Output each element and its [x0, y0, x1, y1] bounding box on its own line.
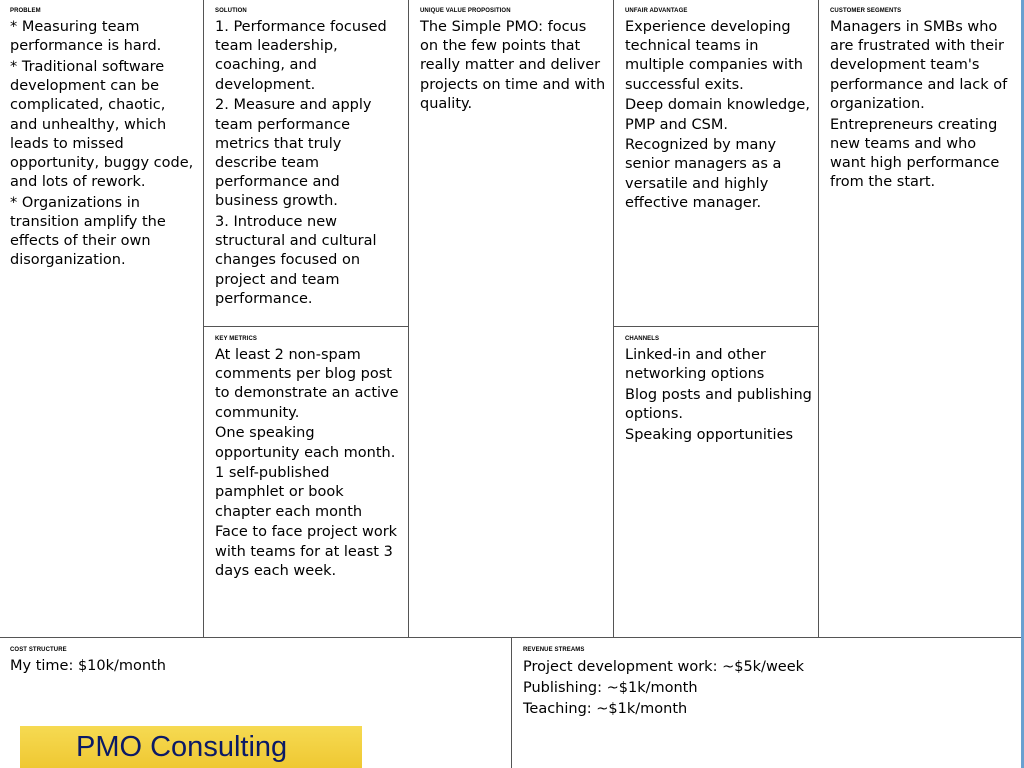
- channels-text: Blog posts and publishing options.: [625, 386, 812, 423]
- divider-solution-uvp: [408, 0, 409, 637]
- unfair-advantage-body: [625, 18, 812, 213]
- revenue-streams-body: [523, 657, 1015, 720]
- unfair-advantage-text: Deep domain knowledge, PMP and CSM.: [625, 97, 810, 133]
- key-metrics-text: 1 self-published pamphlet or book chapter each month: [215, 465, 363, 520]
- customer-segments-body: [830, 18, 1015, 192]
- divider-solution-metrics: [203, 326, 409, 327]
- key-metrics-body: [215, 346, 402, 581]
- divider-problem-solution: [203, 0, 204, 637]
- channels-text: Linked-in and other networking options: [625, 347, 766, 383]
- solution-text: 1. Performance focused team leadership, coaching, and development.: [215, 19, 387, 93]
- uvp-text: The Simple PMO: focus on the few points that really matter and deliver projects on time and with quality.: [420, 19, 606, 112]
- channels-heading: CHANNELS: [625, 336, 660, 342]
- customer-segments-text: Managers in SMBs who are frustrated with their development team's performance and lack of organization.: [830, 19, 1008, 112]
- solution-body: [215, 18, 402, 309]
- solution-heading: SOLUTION: [215, 8, 247, 14]
- divider-advantage-segments: [818, 0, 819, 637]
- channels-text: Speaking opportunities: [625, 426, 794, 443]
- cost-structure-body: [10, 657, 505, 676]
- divider-advantage-channels: [613, 326, 819, 327]
- revenue-streams-block: [513, 639, 1021, 768]
- uvp-block: [410, 0, 613, 637]
- key-metrics-text: One speaking opportunity each month.: [215, 425, 396, 461]
- problem-heading: PROBLEM: [10, 8, 41, 14]
- channels-block: [615, 328, 818, 637]
- divider-cost-revenue: [511, 637, 512, 768]
- solution-text: 2. Measure and apply team performance metrics that truly describe team performance and business growth.: [215, 97, 372, 210]
- unfair-advantage-block: [615, 0, 818, 326]
- customer-segments-block: [820, 0, 1021, 637]
- cost-structure-heading: COST STRUCTURE: [10, 647, 67, 653]
- problem-text: * Traditional software development can be complicated, chaotic, and unhealthy, which leads to missed opportunity, buggy code, and lots of rework.: [10, 58, 194, 191]
- customer-segments-text: Entrepreneurs creating new teams and who want high performance from the start.: [830, 116, 1000, 191]
- unfair-advantage-text: Experience developing technical teams in multiple companies with successful exits.: [625, 19, 803, 93]
- problem-block: [0, 0, 203, 637]
- problem-body: [10, 18, 197, 271]
- unfair-advantage-heading: UNFAIR ADVANTAGE: [625, 8, 688, 14]
- revenue-streams-text: Project development work: ~$5k/week: [523, 659, 805, 675]
- cost-structure-text: My time: $10k/month: [10, 658, 166, 674]
- solution-block: [205, 0, 408, 326]
- uvp-body: [420, 18, 607, 114]
- pmo-consulting-title: PMO Consulting: [76, 731, 288, 763]
- channels-body: [625, 346, 812, 445]
- uvp-heading: UNIQUE VALUE PROPOSITION: [420, 8, 511, 14]
- key-metrics-text: Face to face project work with teams for at least 3 days each week.: [215, 524, 398, 579]
- divider-uvp-advantage: [613, 0, 614, 637]
- key-metrics-heading: KEY METRICS: [215, 336, 257, 342]
- solution-text: 3. Introduce new structural and cultural changes focused on project and team performance.: [215, 214, 377, 307]
- revenue-streams-text: Publishing: ~$1k/month: [523, 680, 698, 696]
- revenue-streams-heading: REVENUE STREAMS: [523, 647, 585, 653]
- customer-segments-heading: CUSTOMER SEGMENTS: [830, 8, 902, 14]
- problem-text: * Organizations in transition amplify the effects of their own disorganization.: [10, 194, 166, 269]
- revenue-streams-text: Teaching: ~$1k/month: [523, 701, 688, 717]
- key-metrics-text: At least 2 non-spam comments per blog post to demonstrate an active community.: [215, 347, 399, 421]
- unfair-advantage-text: Recognized by many senior managers as a versatile and highly effective manager.: [625, 137, 782, 211]
- pmo-consulting-banner: [20, 726, 362, 768]
- key-metrics-block: [205, 328, 408, 637]
- problem-text: * Measuring team performance is hard.: [10, 19, 162, 55]
